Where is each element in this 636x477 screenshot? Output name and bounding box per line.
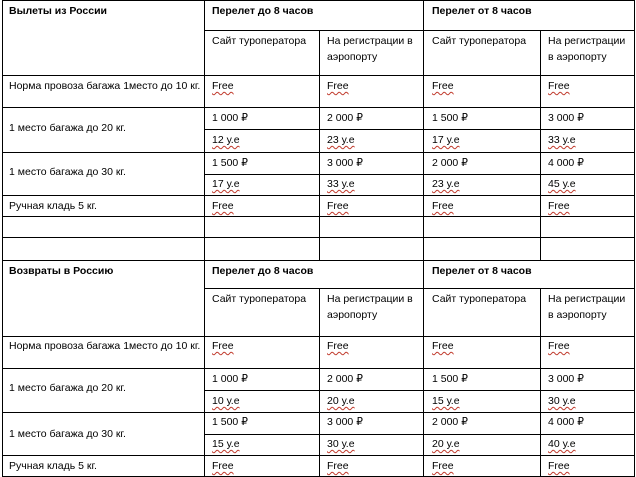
table1-bag20-rub: 1 000 ₽ <box>212 112 248 124</box>
table1-hand-cell: Free <box>212 200 234 212</box>
table2-bag30-ue: 15 у.е <box>212 438 240 450</box>
table2-bag30-ue: 30 у.е <box>327 438 355 450</box>
table1-sub-airport-short: На регистрации в аэропорту <box>327 35 413 63</box>
table2-norm-label: Норма провоза багажа 1место до 10 кг. <box>9 340 201 352</box>
table1-hand-cell: Free <box>548 200 570 212</box>
table1-norm-label: Норма провоза багажа 1место до 10 кг. <box>9 80 201 92</box>
table2-sub-operator-short: Сайт туроператора <box>212 293 307 305</box>
table1-bag30-rub: 4 000 ₽ <box>548 157 584 169</box>
table1-bag20-ue: 33 у.е <box>548 134 576 146</box>
table1-bag20-ue: 23 у.е <box>327 134 355 146</box>
table2-hand-cell: Free <box>327 460 349 472</box>
table2-hand-label: Ручная кладь 5 кг. <box>9 460 97 472</box>
table2-title: Возвраты в Россию <box>9 265 114 277</box>
table2-bag30-rub: 3 000 ₽ <box>327 416 363 428</box>
table2-bag20-ue: 10 у.е <box>212 395 240 407</box>
rule <box>204 0 205 477</box>
table2-bag20-ue: 20 у.е <box>327 395 355 407</box>
rule-partial <box>204 30 635 31</box>
table1-bag30-rub: 3 000 ₽ <box>327 157 363 169</box>
table1-title: Вылеты из России <box>9 5 108 17</box>
rule <box>540 30 541 260</box>
table2-hand-cell: Free <box>432 460 454 472</box>
table1-bag30-label: 1 место багажа до 30 кг. <box>9 166 126 178</box>
table1-group-short: Перелет до 8 часов <box>212 5 314 17</box>
table1-norm-cell: Free <box>432 80 454 92</box>
table1-norm-cell: Free <box>212 80 234 92</box>
rule-partial <box>204 174 635 175</box>
table2-norm-cell: Free <box>548 340 570 352</box>
table1-sub-operator-short: Сайт туроператора <box>212 35 307 47</box>
table2-bag30-rub: 1 500 ₽ <box>212 416 248 428</box>
rule-top <box>2 0 635 1</box>
table2-bag20-rub: 1 500 ₽ <box>432 373 468 385</box>
table1-sub-operator-long: Сайт туроператора <box>432 35 527 47</box>
table2-bag20-ue: 30 у.е <box>548 395 576 407</box>
table1-bag30-rub: 1 500 ₽ <box>212 157 248 169</box>
table2-sub-airport-short: На регистрации в аэропорту <box>327 293 413 321</box>
rule <box>423 0 424 477</box>
table2-norm-cell: Free <box>212 340 234 352</box>
table2-bag30-ue: 20 у.е <box>432 438 460 450</box>
rule <box>319 288 320 477</box>
table2-bag30-label: 1 место багажа до 30 кг. <box>9 428 126 440</box>
table2-bag30-rub: 4 000 ₽ <box>548 416 584 428</box>
table2-bag20-rub: 1 000 ₽ <box>212 373 248 385</box>
table2-hand-cell: Free <box>212 460 234 472</box>
table1-norm-cell: Free <box>327 80 349 92</box>
table1-bag20-rub: 3 000 ₽ <box>548 112 584 124</box>
rule <box>2 260 635 261</box>
rule-left <box>2 0 3 477</box>
table2-bag20-label: 1 место багажа до 20 кг. <box>9 382 126 394</box>
table2-group-long: Перелет от 8 часов <box>432 265 532 277</box>
table1-bag20-ue: 12 у.е <box>212 134 240 146</box>
table2-bag20-rub: 2 000 ₽ <box>327 373 363 385</box>
table1-bag30-rub: 2 000 ₽ <box>432 157 468 169</box>
table1-bag30-ue: 45 у.е <box>548 178 576 190</box>
rule-partial <box>204 390 635 391</box>
table1-hand-cell: Free <box>327 200 349 212</box>
table1-sub-airport-long: На регистрации в аэропорту <box>548 35 626 63</box>
table1-bag30-ue: 33 у.е <box>327 178 355 190</box>
table1-bag20-rub: 1 500 ₽ <box>432 112 468 124</box>
table2-bag30-ue: 40 у.е <box>548 438 576 450</box>
rule-partial <box>204 434 635 435</box>
table2-bag30-rub: 2 000 ₽ <box>432 416 468 428</box>
table2-sub-airport-long: На регистрации в аэропорту <box>548 293 626 321</box>
table1-bag30-ue: 17 у.е <box>212 178 240 190</box>
table1-bag20-label: 1 место багажа до 20 кг. <box>9 122 126 134</box>
table1-hand-cell: Free <box>432 200 454 212</box>
table1-bag30-ue: 23 у.е <box>432 178 460 190</box>
table2-bag20-ue: 15 у.е <box>432 395 460 407</box>
table2-group-short: Перелет до 8 часов <box>212 265 314 277</box>
table1-bag20-ue: 17 у.е <box>432 134 460 146</box>
table1-bag20-rub: 2 000 ₽ <box>327 112 363 124</box>
table2-bag20-rub: 3 000 ₽ <box>548 373 584 385</box>
table2-norm-cell: Free <box>432 340 454 352</box>
table2-hand-cell: Free <box>548 460 570 472</box>
table2-norm-cell: Free <box>327 340 349 352</box>
table1-norm-cell: Free <box>548 80 570 92</box>
rule <box>319 30 320 260</box>
rule-partial <box>204 129 635 130</box>
rule <box>540 288 541 477</box>
rule-right <box>634 0 635 477</box>
table1-hand-label: Ручная кладь 5 кг. <box>9 200 97 212</box>
table1-group-long: Перелет от 8 часов <box>432 5 532 17</box>
table2-sub-operator-long: Сайт туроператора <box>432 293 527 305</box>
rule-partial <box>204 288 635 289</box>
